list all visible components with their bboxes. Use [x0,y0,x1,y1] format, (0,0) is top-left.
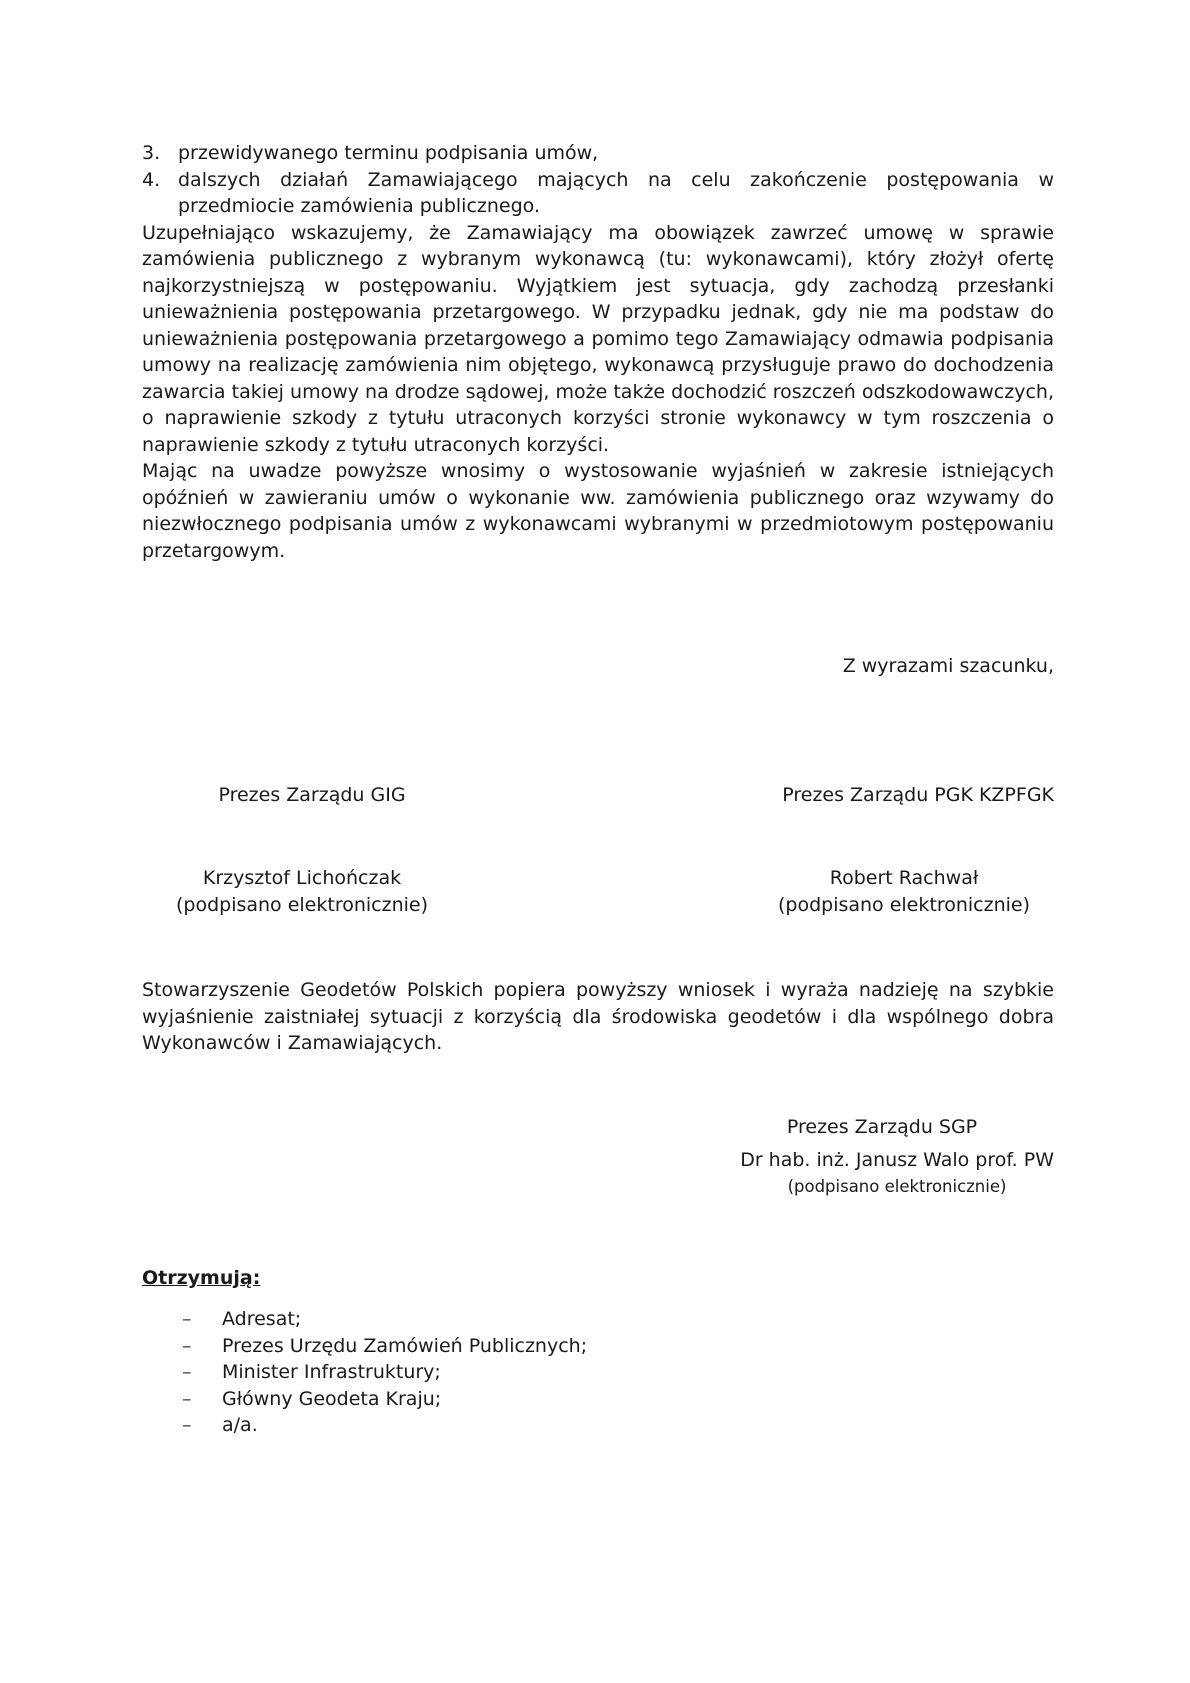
support-paragraph: Stowarzyszenie Geodetów Polskich popiera powyższy wniosek i wyraża nadzieję na szybkie wyjaśnienie zaistniałej sytuacji z korzyścią dla środowiska geodetów i dla wspólnego dobra Wykonawców i Zamawiających. [142,979,1054,1054]
sgp-signatory-role: Prezes Zarządu SGP [786,1116,978,1138]
dash-bullet: – [182,1334,192,1357]
numbered-list [142,140,1054,220]
list-item [182,1333,587,1360]
recipients-heading: Otrzymują: [142,1267,261,1289]
signatory-left-signed-note: (podpisano elektronicznie) [175,893,429,916]
dash-bullet: – [182,1387,192,1410]
recipient-name: Adresat; [222,1308,302,1330]
dash-bullet: – [182,1308,192,1330]
dash-bullet: – [182,1361,192,1383]
list-item [142,140,1054,167]
recipient-name: Prezes Urzędu Zamówień Publicznych; [222,1334,588,1357]
list-item-text: dalszych działań Zamawiającego mających na celu zakończenie postępowania w przedmiocie zamówienia publicznego. [178,168,1054,217]
document-page [142,140,1054,1436]
dash-bullet: – [182,1414,192,1436]
list-item [182,1359,587,1386]
recipient-name: a/a. [222,1414,258,1436]
closing-salutation: Z wyrazami szacunku, [842,655,1054,677]
list-item-text: przewidywanego terminu podpisania umów, [178,142,599,164]
list-item [182,1412,587,1439]
signatory-left-role: Prezes Zarządu GIG [218,784,406,806]
recipient-name: Główny Geodeta Kraju; [222,1387,442,1410]
sgp-signatory-name: Dr hab. inż. Janusz Walo prof. PW [740,1149,1054,1171]
signatory-right-block [754,865,1054,918]
recipients-list [182,1306,587,1439]
list-item [182,1306,587,1333]
paragraph-request: Mając na uwadze powyższe wnosimy o wystosowanie wyjaśnień w zakresie istniejących opóźnień w zawieraniu umów o wykonanie ww. zamówienia publicznego oraz wzywamy do niezwłocznego podpisania umów z wykonawcami wybranymi w przedmiotowym postępowaniu przetargowym. [142,460,1054,562]
signatory-right-role: Prezes Zarządu PGK KZPFGK [782,784,1054,806]
signatory-right-name: Robert Rachwał [829,867,979,889]
recipient-name: Minister Infrastruktury; [222,1361,441,1383]
paragraph-obligation: Uzupełniająco wskazujemy, że Zamawiający ma obowiązek zawrzeć umowę w sprawie zamówienia publicznego z wybranym wykonawcą (tu: wykonawcami), który złożył ofertę najkorzystniejszą w postępowaniu. Wyjątkiem jest sytuacja, gdy zachodzą przesłanki unieważnienia postępowania przetargowego. W przypadku jednak, gdy nie ma podstaw do unieważnienia postępowania przetargowego a pomimo tego Zamawiający odmawia podpisania umowy na realizację zamówienia nim objętego, wykonawcą przysługuje prawo do dochodzenia zawarcia takiej umowy na drodze sądowej, może także dochodzić roszczeń odszkodowawczych, o naprawienie szkody z tytułu utraconych korzyści stronie wykonawcy w tym roszczenia o naprawienie szkody z tytułu utraconych korzyści. [142,221,1054,456]
signatory-left-name: Krzysztof Lichończak [202,867,402,889]
list-item-number: 4. [142,168,161,191]
list-item-number: 3. [142,142,161,164]
list-item [142,167,1054,220]
signatory-left-block [142,865,462,918]
sgp-signed-note: (podpisano elektronicznie) [787,1177,1007,1196]
list-item [182,1386,587,1413]
signatory-right-signed-note: (podpisano elektronicznie) [777,893,1031,916]
